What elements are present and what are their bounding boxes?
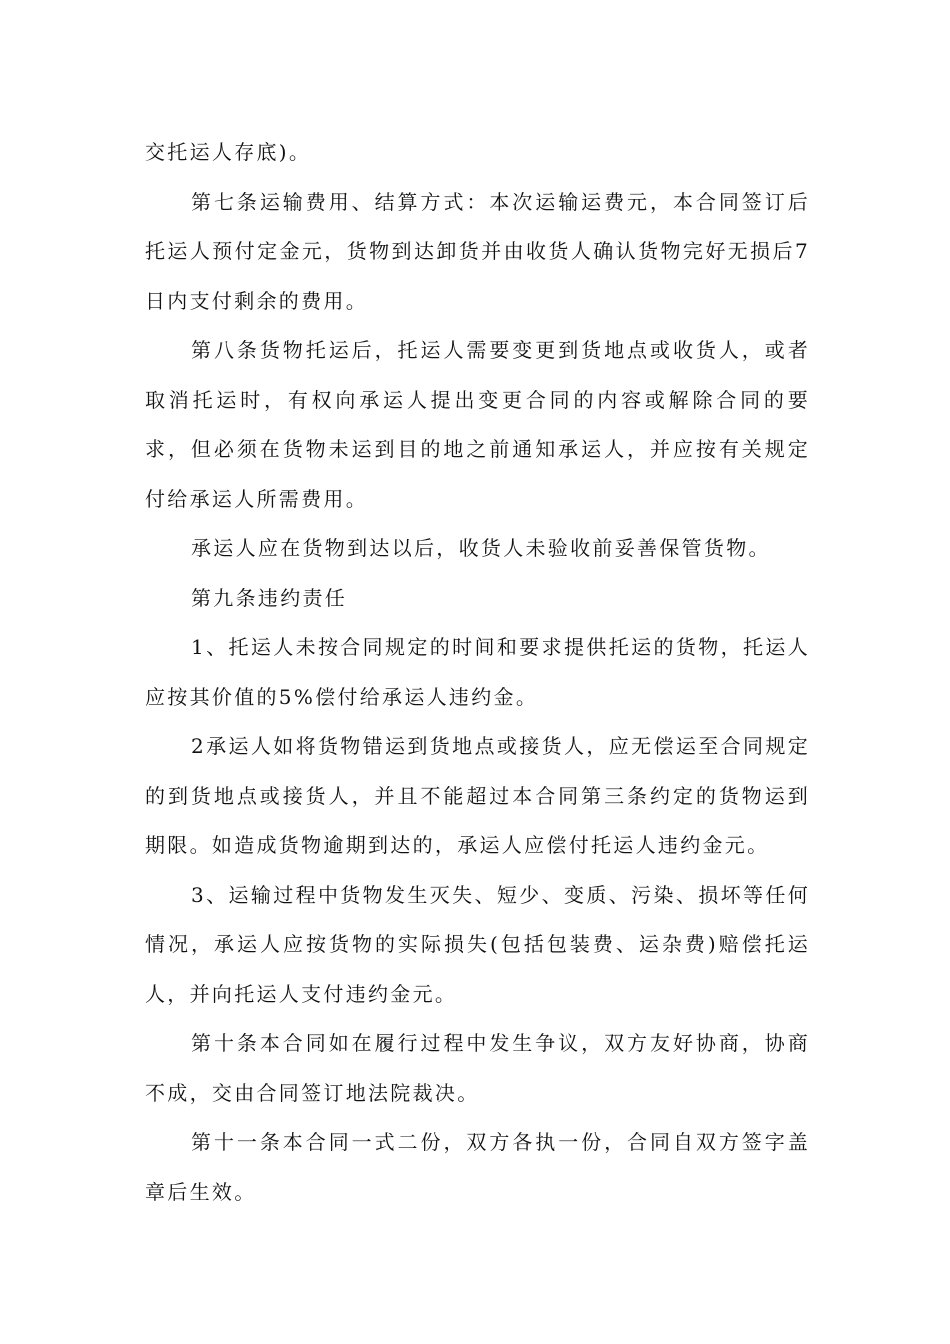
contract-text — [145, 128, 810, 1217]
paragraph-article-9-heading: 第九条违约责任 — [191, 585, 348, 610]
paragraph-article-7: 第七条运输费用、结算方式：本次运输运费元，本合同签订后托运人预付定金元，货物到达卸货并由收货人确认货物完好无损后7日内支付剩余的费用。 — [145, 189, 810, 313]
paragraph-continuation: 交托运人存底)。 — [145, 140, 312, 164]
paragraph-article-11: 第十一条本合同一式二份，双方各执一份，合同自双方签字盖章后生效。 — [145, 1130, 810, 1204]
paragraph-clause-3: 3、运输过程中货物发生灭失、短少、变质、污染、损坏等任何情况，承运人应按货物的实际损失(包括包装费、运杂费)赔偿托运人，并向托运人支付违约金元。 — [145, 882, 810, 1006]
paragraph-article-8: 第八条货物托运后，托运人需要变更到货地点或收货人，或者取消托运时，有权向承运人提出变更合同的内容或解除合同的要求，但必须在货物未运到目的地之前通知承运人，并应按有关规定付给承运人所需费用。 — [145, 338, 810, 511]
paragraph-clause-2: 2承运人如将货物错运到货地点或接货人，应无偿运至合同规定的到货地点或接货人，并且不能超过本合同第三条约定的货物运到期限。如造成货物逾期到达的，承运人应偿付托运人违约金元。 — [145, 734, 810, 857]
paragraph-article-10: 第十条本合同如在履行过程中发生争议，双方友好协商，协商不成，交由合同签订地法院裁决。 — [145, 1031, 810, 1105]
paragraph-carrier-custody: 承运人应在货物到达以后，收货人未验收前妥善保管货物。 — [191, 536, 771, 560]
paragraph-clause-1: 1、托运人未按合同规定的时间和要求提供托运的货物，托运人应按其价值的5%偿付给承运人违约金。 — [145, 635, 810, 709]
